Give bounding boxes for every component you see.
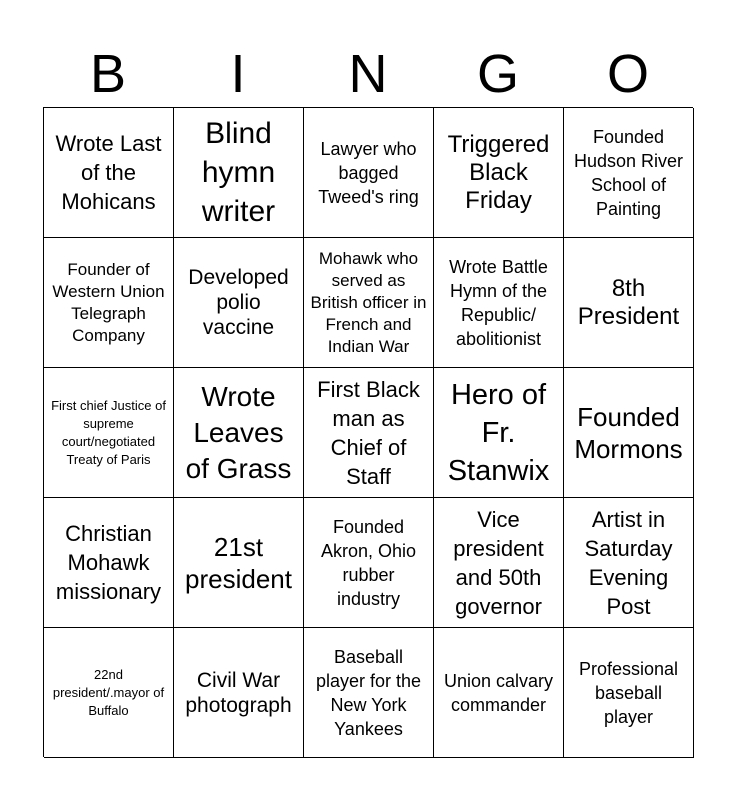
- bingo-header: [43, 44, 693, 104]
- cell-text: First Black man as Chief of Staff: [317, 376, 420, 489]
- bingo-cell[interactable]: [304, 238, 434, 368]
- cell-text: Hero of Fr. Stanwix: [447, 378, 550, 487]
- cell-text: Founded Mormons: [574, 401, 683, 464]
- bingo-cell[interactable]: [564, 238, 694, 368]
- header-letter-i: I: [230, 44, 246, 104]
- bingo-cell[interactable]: [44, 368, 174, 498]
- header-letter-o: O: [606, 44, 649, 104]
- bingo-cell[interactable]: [564, 498, 694, 628]
- cell-text: Wrote Battle Hymn of the Republic/ abolitionist: [449, 256, 548, 349]
- header-letter-n: N: [348, 44, 388, 104]
- bingo-cell[interactable]: [44, 628, 174, 758]
- header-letter-g: G: [476, 44, 519, 104]
- bingo-cell[interactable]: [434, 368, 564, 498]
- bingo-cell[interactable]: [174, 108, 304, 238]
- bingo-cell[interactable]: [174, 238, 304, 368]
- cell-text: Artist in Saturday Evening Post: [584, 506, 673, 619]
- bingo-cell[interactable]: [174, 368, 304, 498]
- cell-text: Union calvary commander: [443, 670, 554, 715]
- cell-text: Founded Hudson River School of Painting: [573, 126, 684, 219]
- cell-text: Developed polio vaccine: [188, 266, 289, 339]
- cell-text: Founder of Western Union Telegraph Company: [52, 259, 165, 345]
- bingo-cell[interactable]: [304, 628, 434, 758]
- bingo-cell[interactable]: [44, 238, 174, 368]
- cell-text: Civil War photograph: [185, 668, 292, 717]
- cell-text: Vice president and 50th governor: [453, 506, 544, 619]
- cell-text: 22nd president/.mayor of Buffalo: [52, 666, 165, 718]
- cell-text: Founded Akron, Ohio rubber industry: [320, 516, 417, 609]
- cell-text: Wrote Leaves of Grass: [185, 380, 292, 484]
- cell-text: 21st president: [185, 531, 292, 594]
- bingo-cell[interactable]: [44, 108, 174, 238]
- cell-text: Baseball player for the New York Yankees: [315, 646, 422, 739]
- bingo-cell[interactable]: [564, 628, 694, 758]
- bingo-cell[interactable]: [434, 238, 564, 368]
- bingo-cell[interactable]: [434, 628, 564, 758]
- cell-text: Christian Mohawk missionary: [55, 521, 162, 604]
- header-letter-b: B: [89, 44, 127, 104]
- cell-text: Lawyer who bagged Tweed's ring: [318, 138, 419, 207]
- cell-text: Mohawk who served as British officer in French and Indian War: [310, 248, 427, 356]
- bingo-cell[interactable]: [564, 108, 694, 238]
- bingo-cell[interactable]: [44, 498, 174, 628]
- bingo-cell[interactable]: [304, 108, 434, 238]
- cell-text: Blind hymn writer: [201, 117, 276, 228]
- cell-text: Professional baseball player: [578, 658, 679, 727]
- bingo-cell[interactable]: [434, 498, 564, 628]
- bingo-cell[interactable]: [174, 628, 304, 758]
- bingo-cell[interactable]: [304, 368, 434, 498]
- bingo-cell[interactable]: [564, 368, 694, 498]
- cell-text: Wrote Last of the Mohicans: [55, 131, 162, 214]
- cell-text: 8th President: [577, 274, 680, 330]
- cell-text: First chief Justice of supreme court/negotiated Treaty of Paris: [51, 397, 166, 467]
- bingo-cell[interactable]: [304, 498, 434, 628]
- bingo-cell[interactable]: [174, 498, 304, 628]
- bingo-grid: [43, 107, 693, 757]
- cell-text: Triggered Black Friday: [447, 130, 550, 214]
- bingo-cell[interactable]: [434, 108, 564, 238]
